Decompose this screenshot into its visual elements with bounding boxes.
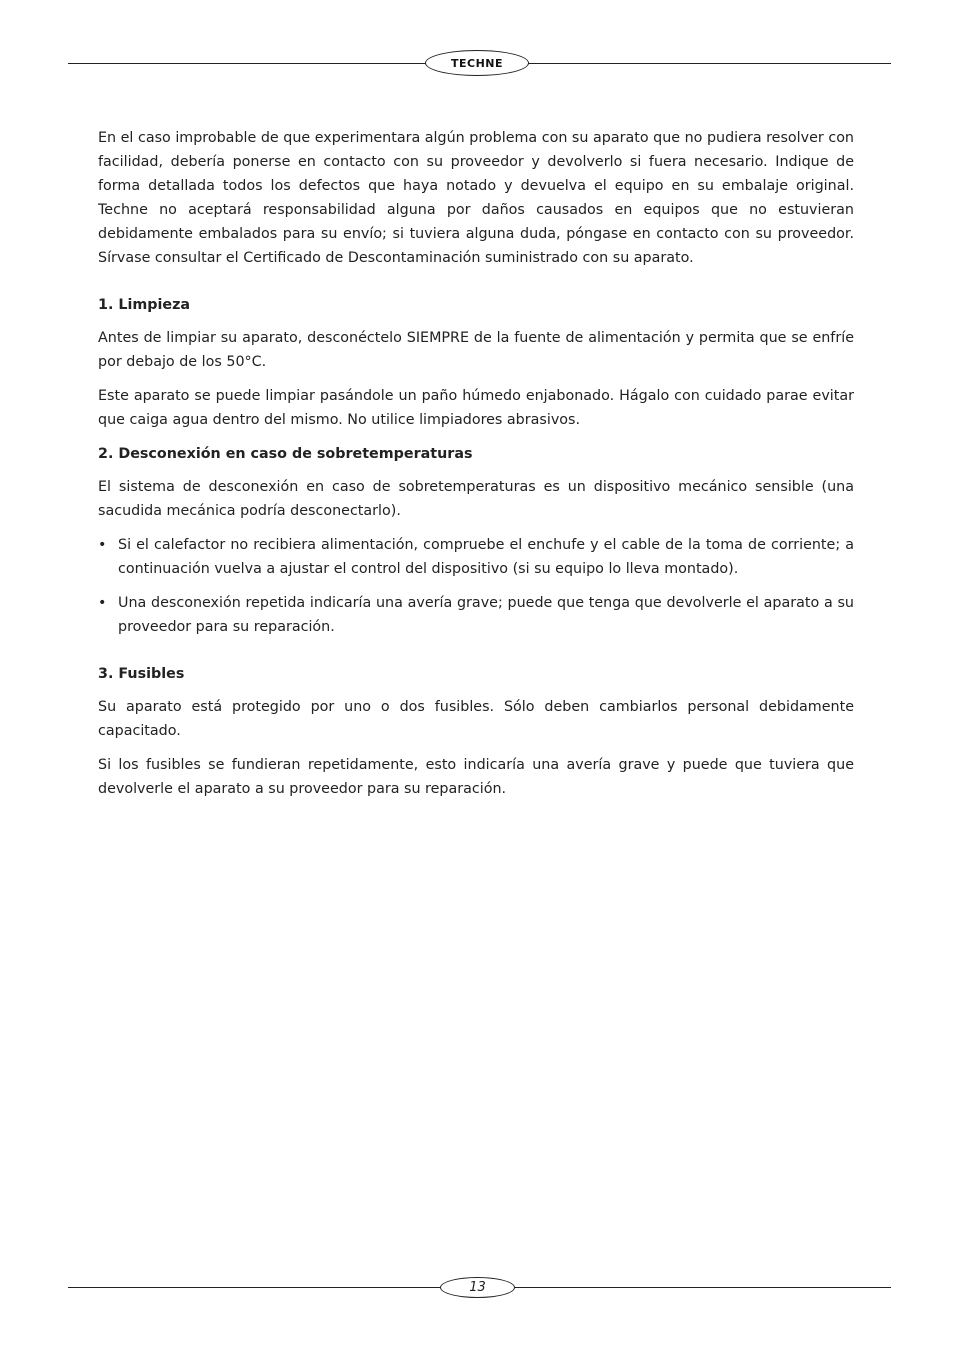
list-item <box>98 533 854 581</box>
fuses-paragraph-1: Su aparato está protegido por uno o dos fusibles. Sólo deben cambiarlos personal debidamente capacitado. <box>98 699 854 739</box>
page-number: 13 <box>440 1277 515 1298</box>
bullet-text: Una desconexión repetida indicaría una avería grave; puede que tenga que devolverle el aparato a su proveedor para su reparación. <box>118 595 854 635</box>
logo-text: TECHNE <box>450 56 504 70</box>
bullet-text: Si el calefactor no recibiera alimentación, compruebe el enchufe y el cable de la toma de corriente; a continuación vuelva a ajustar el control del dispositivo (si su equipo lo lleva montado). <box>118 537 854 577</box>
overtemperature-bullet-list <box>98 533 854 639</box>
intro-paragraph: En el caso improbable de que experimentara algún problema con su aparato que no pudiera resolver con facilidad, debería ponerse en contacto con su proveedor y devolverlo si fuera necesario. Indique de forma detallada todos los defectos que haya notado y devuelva el equipo en su embalaje original. Techne no aceptará responsabilidad alguna por daños causados en equipos que no estuvieran debidamente embalados para su envío; si tuviera alguna duda, póngase en contacto con su proveedor. Sírvase consultar el Certificado de Descontaminación suministrado con su aparato. <box>98 130 854 266</box>
section-title-overtemperature: 2. Desconexión en caso de sobretemperaturas <box>98 446 473 462</box>
overtemperature-paragraph-1: El sistema de desconexión en caso de sobretemperaturas es un dispositivo mecánico sensible (una sacudida mecánica podría desconectarlo). <box>98 479 854 519</box>
list-item <box>98 591 854 639</box>
page-content <box>98 126 854 811</box>
section-title-cleaning: 1. Limpieza <box>98 297 191 313</box>
cleaning-paragraph-1: Antes de limpiar su aparato, desconéctelo SIEMPRE de la fuente de alimentación y permita que se enfríe por debajo de los 50°C. <box>98 330 854 370</box>
section-title-fuses: 3. Fusibles <box>98 666 185 682</box>
fuses-paragraph-2: Si los fusibles se fundieran repetidamente, esto indicaría una avería grave y puede que tuviera que devolverle el aparato a su proveedor para su reparación. <box>98 757 854 797</box>
bullet-icon: • <box>98 537 107 553</box>
techne-logo <box>425 50 529 76</box>
cleaning-paragraph-2: Este aparato se puede limpiar pasándole un paño húmedo enjabonado. Hágalo con cuidado parae evitar que caiga agua dentro del mismo. No utilice limpiadores abrasivos. <box>98 388 854 428</box>
bullet-icon: • <box>98 595 107 611</box>
